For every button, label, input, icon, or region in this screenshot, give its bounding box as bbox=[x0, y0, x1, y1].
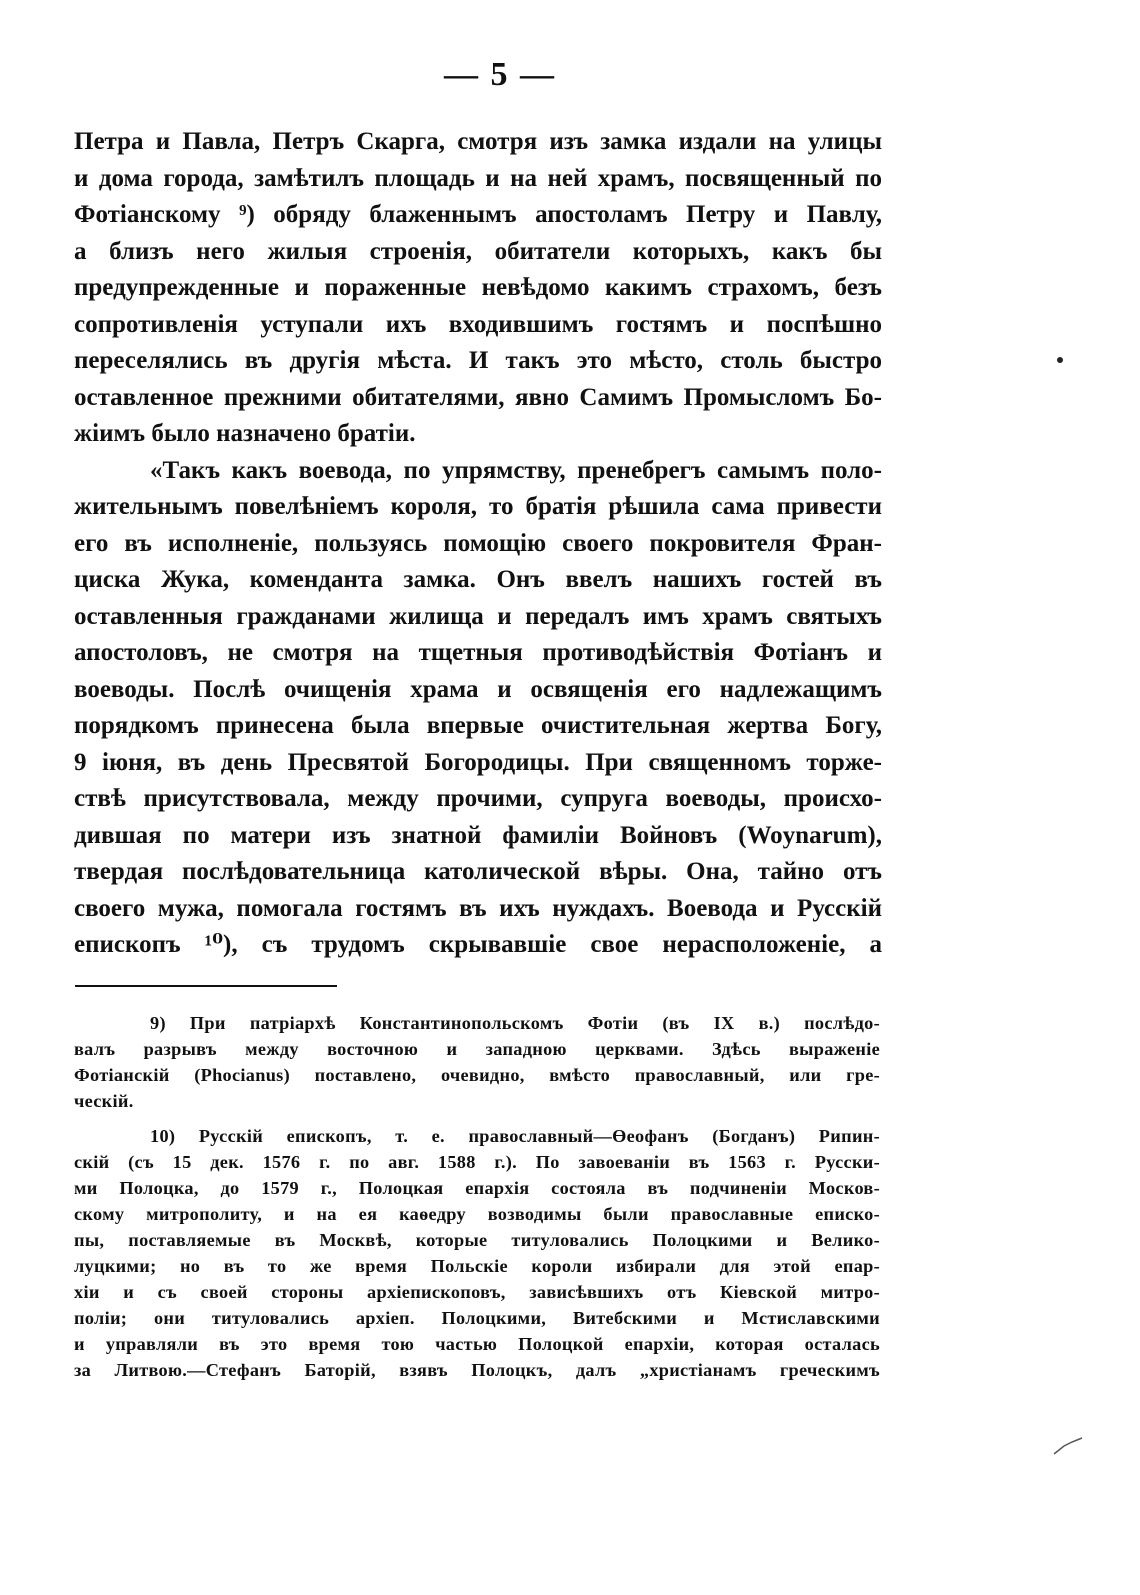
body-line: жіимъ было назначено братіи. bbox=[74, 420, 416, 447]
footnote-line: луцкими; но въ то же время Польскіе короли избирали для этой епар- bbox=[74, 1256, 880, 1276]
footnote-line: Фотіанскій (Phocianus) поставлено, очевидно, вмѣсто православный, или гре- bbox=[74, 1065, 880, 1085]
footnote-line: 10) Русскій епископъ, т. е. православный—Өеофанъ (Богданъ) Рипин- bbox=[150, 1126, 880, 1146]
body-line: порядкомъ принесена была впервые очистительная жертва Богу, bbox=[74, 712, 882, 739]
body-line: предупрежденные и пораженные невѣдомо какимъ страхомъ, безъ bbox=[74, 274, 882, 301]
body-line: циска Жука, коменданта замка. Онъ ввелъ нашихъ гостей въ bbox=[74, 566, 882, 593]
footnote-separator bbox=[75, 985, 337, 987]
footnote-line: пы, поставляемые въ Москвѣ, которые титуловались Полоцкими и Велико- bbox=[74, 1230, 880, 1250]
footnote-line: ческій. bbox=[74, 1091, 134, 1111]
footnote-line: 9) При патріархѣ Константинопольскомъ Фотіи (въ IX в.) послѣдо- bbox=[150, 1013, 880, 1033]
footnote-line: скій (съ 15 дек. 1576 г. по авг. 1588 г.). По завоеваніи въ 1563 г. Русски- bbox=[74, 1152, 880, 1172]
footnote-line: поліи; они титуловались архіеп. Полоцкими, Витебскими и Мстиславскими bbox=[74, 1308, 880, 1328]
footnote-line: за Литвою.—Стефанъ Баторій, взявъ Полоцкъ, далъ „христіанамъ греческимъ bbox=[74, 1360, 880, 1380]
body-line: его въ исполненіе, пользуясь помощію своего покровителя Фран- bbox=[74, 529, 882, 557]
scan-speck bbox=[1050, 350, 1070, 370]
body-line: дившая по матери изъ знатной фамиліи Войновъ (Woynarum), bbox=[74, 821, 882, 849]
body-line: и дома города, замѣтилъ площадь и на ней храмъ, посвященный по bbox=[74, 164, 882, 192]
body-line: епископъ ¹⁰), съ трудомъ скрывавшіе свое нерасположеніе, а bbox=[74, 931, 882, 958]
body-line: жительнымъ повелѣніемъ короля, то братія рѣшила сама привести bbox=[74, 493, 882, 520]
footnote-line: валъ разрывъ между восточною и западною церквами. Здѣсь выраженіе bbox=[74, 1039, 880, 1059]
body-line: сопротивленія уступали ихъ входившимъ гостямъ и поспѣшно bbox=[74, 310, 882, 338]
body-line: своего мужа, помогала гостямъ въ ихъ нуждахъ. Воевода и Русскій bbox=[74, 894, 882, 922]
footnote-line: хіи и съ своей стороны архіепископовъ, зависѣвшихъ отъ Кіевской митро- bbox=[74, 1282, 880, 1302]
body-line: твердая послѣдовательница католической вѣры. Она, тайно отъ bbox=[74, 858, 882, 885]
body-line: апостоловъ, не смотря на тщетныя противодѣйствія Фотіанъ и bbox=[74, 639, 882, 666]
body-line: 9 іюня, въ день Пресвятой Богородицы. При священномъ торже- bbox=[74, 748, 882, 776]
page-number: — 5 — bbox=[444, 56, 556, 93]
body-line: воеводы. Послѣ очищенія храма и освященія его надлежащимъ bbox=[74, 675, 882, 703]
body-line: Петра и Павла, Петръ Скарга, смотря изъ замка издали на улицы bbox=[74, 128, 882, 155]
footnote-line: и управляли въ это время тою частью Полоцкой епархіи, которая осталась bbox=[74, 1334, 880, 1354]
body-line: ствѣ присутствовала, между прочими, супруга воеводы, происхо- bbox=[74, 785, 882, 812]
body-line: переселялись въ другія мѣста. И такъ это мѣсто, столь быстро bbox=[74, 347, 882, 374]
footnote-line: ми Полоцка, до 1579 г., Полоцкая епархія состояла въ подчиненіи Москов- bbox=[74, 1178, 880, 1198]
body-line: оставленное прежними обитателями, явно Самимъ Промысломъ Бо- bbox=[74, 383, 882, 411]
scan-mark bbox=[1050, 1430, 1090, 1460]
footnotes bbox=[74, 1010, 880, 1383]
body-line: оставленныя гражданами жилища и передалъ имъ храмъ святыхъ bbox=[74, 602, 882, 630]
body-line: а близъ него жилыя строенія, обитатели которыхъ, какъ бы bbox=[74, 237, 882, 265]
body-line: Фотіанскому ⁹) обряду блаженнымъ апостоламъ Петру и Павлу, bbox=[74, 201, 882, 228]
body-line: «Такъ какъ воевода, по упрямству, пренебрегъ самымъ поло- bbox=[150, 456, 882, 484]
footnote-line: скому митрополиту, и на ея каѳедру возводимы были православные еписко- bbox=[74, 1204, 880, 1224]
body-text bbox=[74, 124, 882, 964]
